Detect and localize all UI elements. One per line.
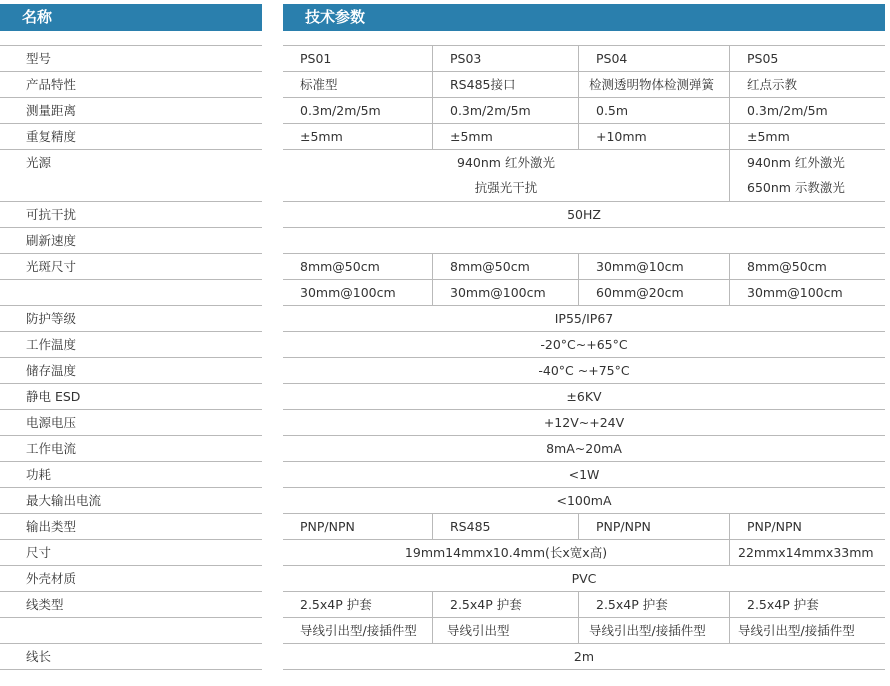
cell-light-right-2: 650nm 示教激光 — [729, 175, 885, 201]
cell-housing: PVC — [283, 565, 885, 591]
cell-spot-ps04: 30mm@10cm — [578, 253, 729, 279]
cell-size-right: 22mmx14mmx33mm — [729, 539, 885, 565]
cell-range-ps01: 0.3m/2m/5m — [283, 97, 432, 123]
label-light-source: 光源 — [0, 149, 262, 175]
cell-range-ps03: 0.3m/2m/5m — [432, 97, 578, 123]
label-features: 产品特性 — [0, 71, 262, 97]
label-protection: 防护等级 — [0, 305, 262, 331]
label-spot-size-blank — [0, 279, 262, 305]
label-output-type: 输出类型 — [0, 513, 262, 539]
cell-voltage: +12V~+24V — [283, 409, 885, 435]
cell-features-ps01: 标准型 — [283, 71, 432, 97]
label-voltage: 电源电压 — [0, 409, 262, 435]
label-current: 工作电流 — [0, 435, 262, 461]
label-spot-size: 光斑尺寸 — [0, 253, 262, 279]
label-anti-interference: 可抗干扰 — [0, 201, 262, 227]
cell-repeat-ps01: ±5mm — [283, 123, 432, 149]
cell-cable-ps04: 2.5x4P 护套 — [578, 591, 729, 617]
cell-cable-ps05: 2.5x4P 护套 — [729, 591, 885, 617]
cell-repeat-ps03: ±5mm — [432, 123, 578, 149]
cell-range-ps04: 0.5m — [578, 97, 729, 123]
cell-output-ps03: RS485 — [432, 513, 578, 539]
label-esd: 静电 ESD — [0, 383, 262, 409]
cell-light-left-1: 940nm 红外激光 — [283, 149, 729, 175]
cell-model-ps01: PS01 — [283, 45, 432, 71]
cell-refresh — [283, 227, 885, 253]
cell-model-ps04: PS04 — [578, 45, 729, 71]
cell-light-left-2: 抗强光干扰 — [283, 175, 729, 201]
label-max-output: 最大输出电流 — [0, 487, 262, 513]
label-refresh: 刷新速度 — [0, 227, 262, 253]
label-housing: 外壳材质 — [0, 565, 262, 591]
cell-power: <1W — [283, 461, 885, 487]
cell-repeat-ps05: ±5mm — [729, 123, 885, 149]
label-model: 型号 — [0, 45, 262, 71]
cell-spot2-ps03: 30mm@100cm — [432, 279, 578, 305]
cell-output-ps05: PNP/NPN — [729, 513, 885, 539]
header-name: 名称 — [0, 4, 262, 31]
cell-esd: ±6KV — [283, 383, 885, 409]
cell-cable2-ps04: 导线引出型/接插件型 — [578, 617, 729, 643]
cell-spot-ps03: 8mm@50cm — [432, 253, 578, 279]
right-table-bottom-border — [283, 669, 885, 670]
cell-features-ps03: RS485接口 — [432, 71, 578, 97]
cell-range-ps05: 0.3m/2m/5m — [729, 97, 885, 123]
cell-spot2-ps04: 60mm@20cm — [578, 279, 729, 305]
cell-model-ps05: PS05 — [729, 45, 885, 71]
cell-anti-interference: 50HZ — [283, 201, 885, 227]
cell-cable2-ps05: 导线引出型/接插件型 — [729, 617, 885, 643]
cell-cable2-ps03: 导线引出型 — [432, 617, 578, 643]
label-range: 测量距离 — [0, 97, 262, 123]
label-cable-type: 线类型 — [0, 591, 262, 617]
cell-spot2-ps01: 30mm@100cm — [283, 279, 432, 305]
label-repeatability: 重复精度 — [0, 123, 262, 149]
cell-light-right-1: 940nm 红外激光 — [729, 149, 885, 175]
label-power: 功耗 — [0, 461, 262, 487]
cell-model-ps03: PS03 — [432, 45, 578, 71]
label-cable-type-blank — [0, 617, 262, 643]
cell-work-temp: -20°C~+65°C — [283, 331, 885, 357]
cell-spot2-ps05: 30mm@100cm — [729, 279, 885, 305]
cell-cable-length: 2m — [283, 643, 885, 669]
label-work-temp: 工作温度 — [0, 331, 262, 357]
label-size: 尺寸 — [0, 539, 262, 565]
left-table-bottom-border — [0, 669, 262, 670]
cell-protection: IP55/IP67 — [283, 305, 885, 331]
label-storage-temp: 储存温度 — [0, 357, 262, 383]
cell-cable2-ps01: 导线引出型/接插件型 — [283, 617, 432, 643]
cell-current: 8mA~20mA — [283, 435, 885, 461]
cell-cable-ps03: 2.5x4P 护套 — [432, 591, 578, 617]
cell-cable-ps01: 2.5x4P 护套 — [283, 591, 432, 617]
cell-output-ps04: PNP/NPN — [578, 513, 729, 539]
header-tech-params: 技术参数 — [283, 4, 885, 31]
cell-size-left: 19mm14mmx10.4mm(长x宽x高) — [283, 539, 729, 565]
label-cable-length: 线长 — [0, 643, 262, 669]
cell-output-ps01: PNP/NPN — [283, 513, 432, 539]
cell-spot-ps05: 8mm@50cm — [729, 253, 885, 279]
cell-repeat-ps04: +10mm — [578, 123, 729, 149]
cell-storage-temp: -40°C ~+75°C — [283, 357, 885, 383]
cell-spot-ps01: 8mm@50cm — [283, 253, 432, 279]
cell-features-ps05: 红点示教 — [729, 71, 885, 97]
cell-features-ps04: 检测透明物体检测弹簧 — [578, 71, 729, 97]
cell-max-output: <100mA — [283, 487, 885, 513]
